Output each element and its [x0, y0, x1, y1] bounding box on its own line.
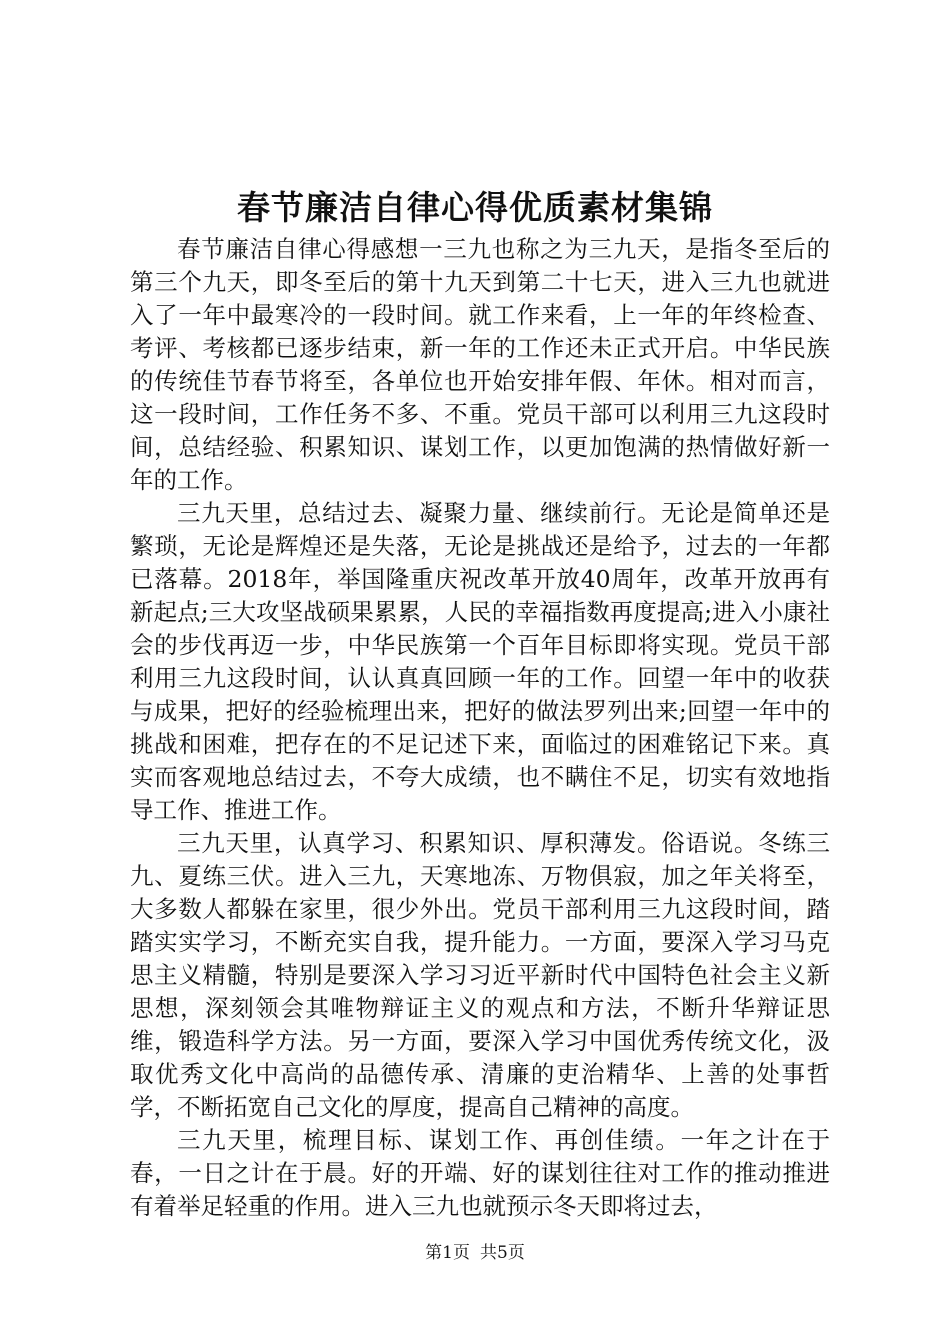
paragraph-3: 三九天里，认真学习、积累知识、厚积薄发。俗语说。冬练三九、夏练三伏。进入三九，天寒地冻、万物俱寂，加之年关将至，大多数人都躲在家里，很少外出。党员干部利用三九这段时间，踏踏实实学习，不断充实自我，提升能力。一方面，要深入学习马克思主义精髓，特别是要深入学习习近平新时代中国特色社会主义新思想，深刻领会其唯物辩证主义的观点和方法，不断升华辩证思维，锻造科学方法。另一方面，要深入学习中国优秀传统文化，汲取优秀文化中高尚的品德传承、清廉的吏治精华、上善的处事哲学，不断拓宽自己文化的厚度，提高自己精神的高度。 [130, 829, 830, 1121]
page-footer [0, 1241, 950, 1265]
paragraph-1: 春节廉洁自律心得感想一三九也称之为三九天，是指冬至后的第三个九天，即冬至后的第十九天到第二十七天，进入三九也就进入了一年中最寒冷的一段时间。就工作来看，上一年的年终检查、考评、考核都已逐步结束，新一年的工作还未正式开启。中华民族的传统佳节春节将至，各单位也开始安排年假、年休。相对而言，这一段时间，工作任务不多、不重。党员干部可以利用三九这段时间，总结经验、积累知识、谋划工作，以更加饱满的热情做好新一年的工作。 [130, 235, 830, 494]
paragraph-2: 三九天里，总结过去、凝聚力量、继续前行。无论是简单还是繁琐，无论是辉煌还是失落，无论是挑战还是给予，过去的一年都已落幕。2018年，举国隆重庆祝改革开放40周年，改革开放再有新起点;三大攻坚战硕果累累，人民的幸福指数再度提高;进入小康社会的步伐再迈一步，中华民族第一个百年目标即将实现。党员干部利用三九这段时间，认认真真回顾一年的工作。回望一年中的收获与成果，把好的经验梳理出来，把好的做法罗列出来;回望一年中的挑战和困难，把存在的不足记述下来，面临过的困难铭记下来。真实而客观地总结过去，不夸大成绩，也不瞒住不足，切实有效地指导工作、推进工作。 [130, 499, 830, 824]
page-number-current: 第1页 [425, 1243, 470, 1263]
paragraph-4: 三九天里，梳理目标、谋划工作、再创佳绩。一年之计在于春，一日之计在于晨。好的开端、好的谋划往往对工作的推动推进有着举足轻重的作用。进入三九也就预示冬天即将过去， [130, 1126, 830, 1220]
document-body [130, 233, 830, 1223]
document-title: 春节廉洁自律心得优质素材集锦 [237, 188, 713, 227]
page-number-total: 共5页 [480, 1243, 525, 1263]
